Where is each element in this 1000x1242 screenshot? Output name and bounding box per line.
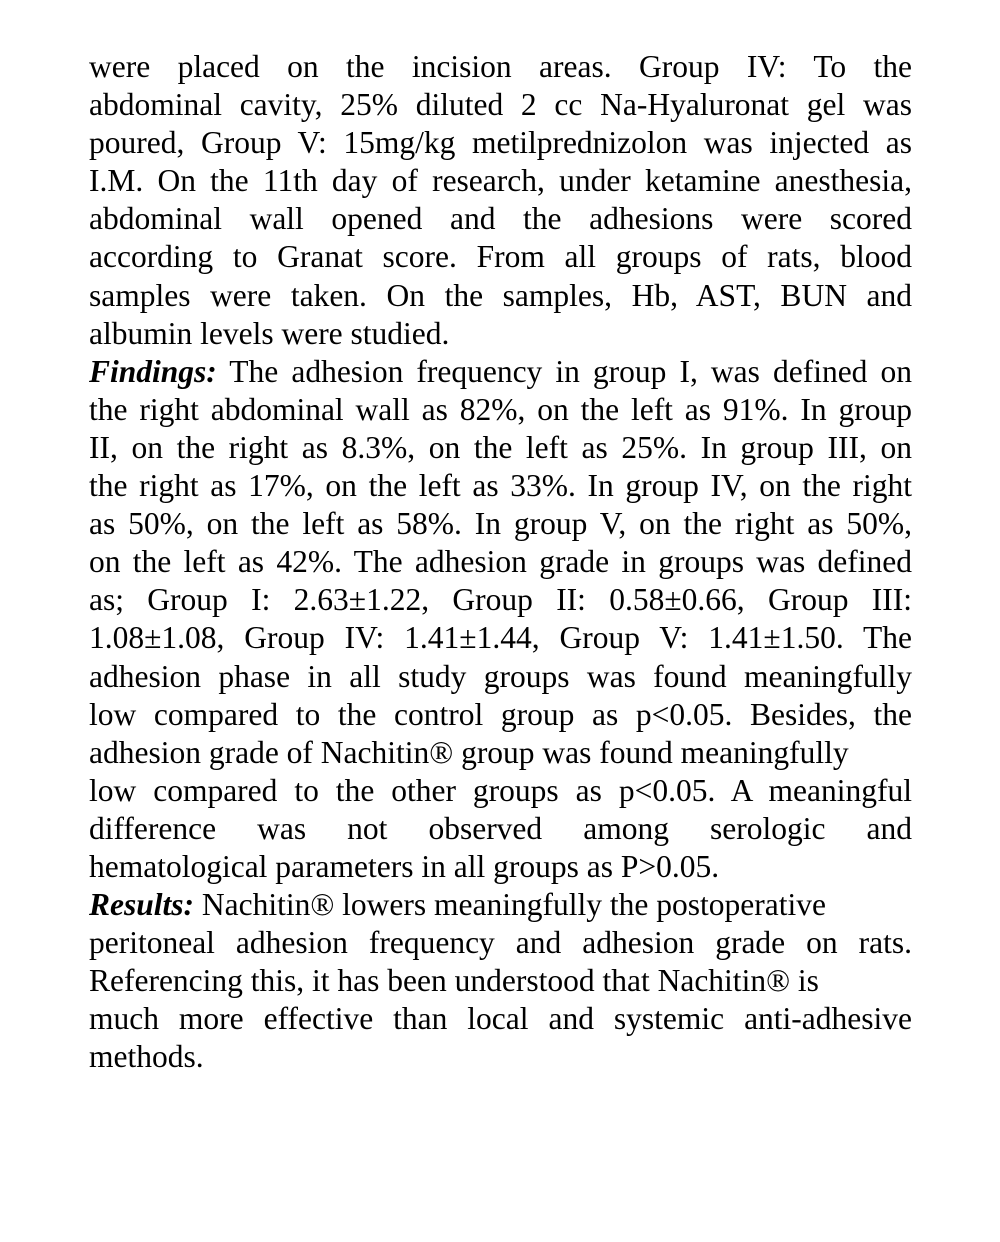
text-line <box>89 772 912 810</box>
line-text: abdominal wall opened and the adhesions were scored <box>89 201 912 237</box>
text-line <box>89 238 912 276</box>
line-text: 1.08±1.08, Group IV: 1.41±1.44, Group V: 1.41±1.50. The <box>89 620 912 656</box>
line-text: low compared to the control group as p<0.05. Besides, the <box>89 696 912 732</box>
line-text: methods. <box>89 1039 204 1075</box>
text-line <box>89 810 912 848</box>
line-text: peritoneal adhesion frequency and adhesion grade on rats. <box>89 925 912 961</box>
text-line <box>89 696 912 734</box>
text-line <box>89 619 912 657</box>
line-text: abdominal cavity, 25% diluted 2 cc Na-Hyaluronat gel was <box>89 87 912 123</box>
text-line <box>89 48 912 86</box>
line-text: as 50%, on the left as 58%. In group V, on the right as 50%, <box>89 506 912 542</box>
line-text: albumin levels were studied. <box>89 315 450 351</box>
text-line <box>89 353 912 391</box>
line-text: according to Granat score. From all groups of rats, blood <box>89 239 912 275</box>
text-line <box>89 467 912 505</box>
text-line <box>89 429 912 467</box>
text-line <box>89 124 912 162</box>
line-text: the right as 17%, on the left as 33%. In group IV, on the right <box>89 468 912 504</box>
line-text: as; Group I: 2.63±1.22, Group II: 0.58±0.66, Group III: <box>89 582 912 618</box>
text-line <box>89 86 912 124</box>
line-text: much more effective than local and systemic anti-adhesive <box>89 1001 912 1037</box>
line-text: samples were taken. On the samples, Hb, AST, BUN and <box>89 277 912 313</box>
text-line <box>89 315 912 353</box>
text-line <box>89 658 912 696</box>
line-text: the right abdominal wall as 82%, on the left as 91%. In group <box>89 391 912 427</box>
line-text: difference was not observed among serologic and <box>89 810 912 846</box>
line-text: Referencing this, it has been understood that Nachitin® is <box>89 963 819 999</box>
text-line <box>89 543 912 581</box>
line-text: The adhesion frequency in group I, was defined on <box>216 353 912 389</box>
text-line <box>89 1038 912 1076</box>
line-text: poured, Group V: 15mg/kg metilprednizolon was injected as <box>89 125 912 161</box>
section-heading: Findings: <box>89 353 217 389</box>
text-line <box>89 277 912 315</box>
text-line <box>89 391 912 429</box>
text-line <box>89 848 912 886</box>
text-line <box>89 962 912 1000</box>
text-line <box>89 581 912 619</box>
line-text: adhesion phase in all study groups was found meaningfully <box>89 658 912 694</box>
text-line <box>89 200 912 238</box>
text-line <box>89 886 912 924</box>
text-line <box>89 734 912 772</box>
line-text: were placed on the incision areas. Group IV: To the <box>89 49 912 84</box>
line-text: I.M. On the 11th day of research, under ketamine anesthesia, <box>89 163 912 199</box>
line-text: II, on the right as 8.3%, on the left as 25%. In group III, on <box>89 429 912 465</box>
text-line <box>89 162 912 200</box>
text-line <box>89 924 912 962</box>
section-heading: Results: <box>89 887 195 923</box>
text-line <box>89 1000 912 1038</box>
line-text: low compared to the other groups as p<0.05. A meaningful <box>89 772 912 808</box>
line-text: hematological parameters in all groups as P>0.05. <box>89 848 720 884</box>
line-text: adhesion grade of Nachitin® group was found meaningfully <box>89 734 849 770</box>
document-body <box>89 48 912 1077</box>
line-text: Nachitin® lowers meaningfully the postoperative <box>194 887 826 923</box>
text-line <box>89 505 912 543</box>
line-text: on the left as 42%. The adhesion grade in groups was defined <box>89 544 912 580</box>
